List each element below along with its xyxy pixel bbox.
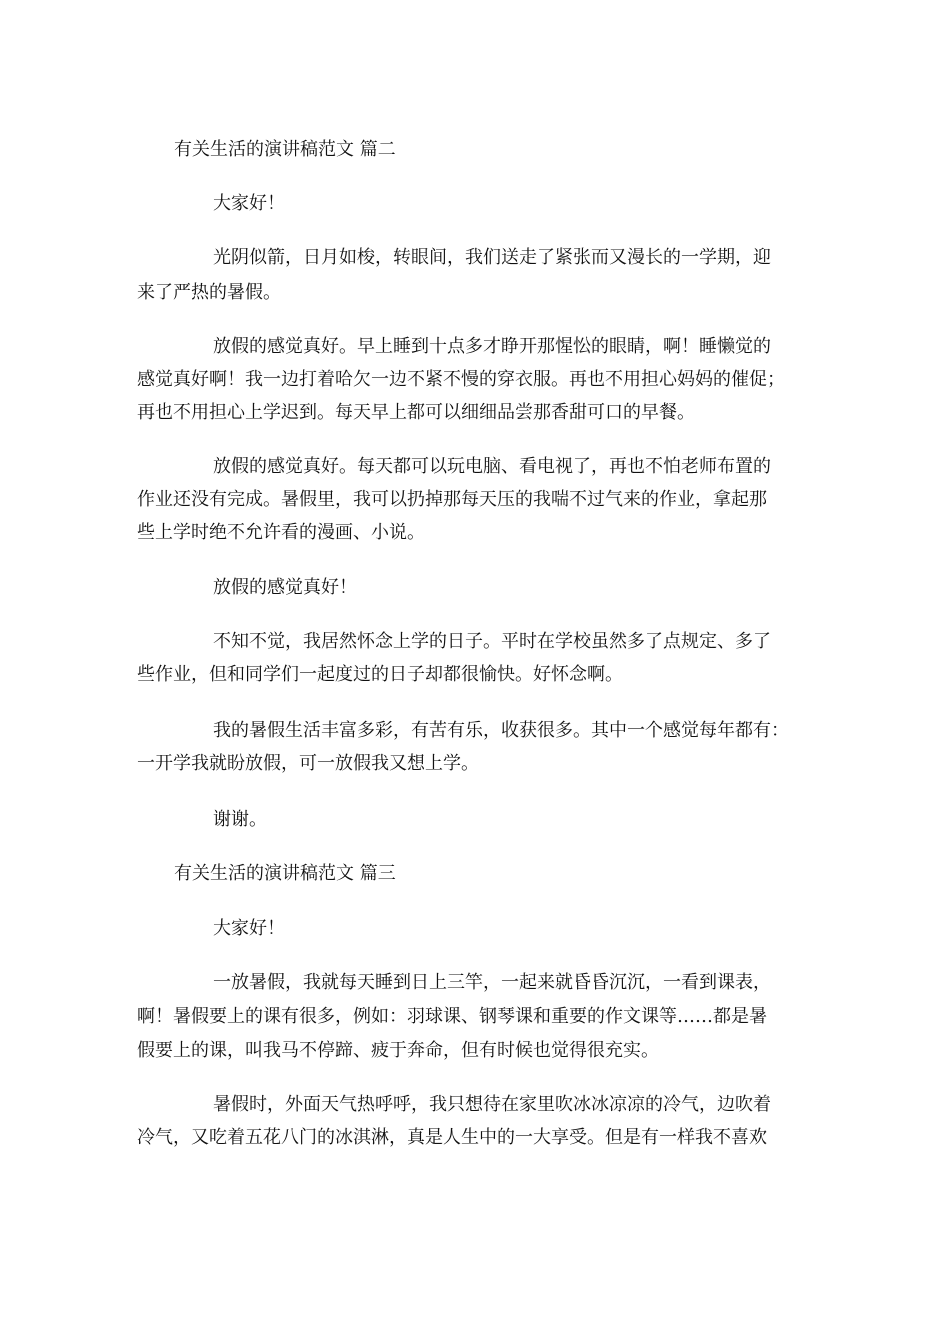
paragraph-line: 暑假时，外面天气热呼呼，我只想待在家里吹冰冰凉凉的冷气，边吹着 bbox=[213, 1094, 771, 1115]
paragraph-line: 啊！暑假要上的课有很多，例如：羽球课、钢琴课和重要的作文课等……都是暑 bbox=[137, 1006, 767, 1027]
paragraph-line: 假要上的课，叫我马不停蹄、疲于奔命，但有时候也觉得很充实。 bbox=[137, 1040, 659, 1061]
paragraph-line: 感觉真好啊！我一边打着哈欠一边不紧不慢的穿衣服。再也不用担心妈妈的催促； bbox=[137, 369, 785, 390]
paragraph-line: 放假的感觉真好！ bbox=[213, 577, 357, 598]
paragraph-line: 冷气，又吃着五花八门的冰淇淋，真是人生中的一大享受。但是有一样我不喜欢 bbox=[137, 1127, 767, 1148]
closing-thanks: 谢谢。 bbox=[213, 809, 267, 830]
paragraph-line: 再也不用担心上学迟到。每天早上都可以细细品尝那香甜可口的早餐。 bbox=[137, 402, 695, 423]
paragraph-line: 作业还没有完成。暑假里，我可以扔掉那每天压的我喘不过气来的作业，拿起那 bbox=[137, 489, 767, 510]
section-heading: 有关生活的演讲稿范文 篇二 bbox=[174, 139, 396, 160]
paragraph-line: 来了严热的暑假。 bbox=[137, 282, 281, 303]
section-heading: 有关生活的演讲稿范文 篇三 bbox=[174, 863, 396, 884]
greeting: 大家好！ bbox=[213, 918, 285, 939]
paragraph-line: 些上学时绝不允许看的漫画、小说。 bbox=[137, 522, 425, 543]
paragraph-line: 些作业，但和同学们一起度过的日子却都很愉快。好怀念啊。 bbox=[137, 664, 623, 685]
paragraph-line: 一开学我就盼放假，可一放假我又想上学。 bbox=[137, 753, 479, 774]
paragraph-line: 不知不觉，我居然怀念上学的日子。平时在学校虽然多了点规定、多了 bbox=[213, 631, 771, 652]
paragraph-line: 光阴似箭，日月如梭，转眼间，我们送走了紧张而又漫长的一学期，迎 bbox=[213, 247, 771, 268]
paragraph-line: 我的暑假生活丰富多彩，有苦有乐，收获很多。其中一个感觉每年都有： bbox=[213, 720, 789, 741]
greeting: 大家好！ bbox=[213, 193, 285, 214]
paragraph-line: 放假的感觉真好。早上睡到十点多才睁开那惺忪的眼睛，啊！睡懒觉的 bbox=[213, 336, 771, 357]
paragraph-line: 一放暑假，我就每天睡到日上三竿，一起来就昏昏沉沉，一看到课表， bbox=[213, 972, 771, 993]
paragraph-line: 放假的感觉真好。每天都可以玩电脑、看电视了，再也不怕老师布置的 bbox=[213, 456, 771, 477]
